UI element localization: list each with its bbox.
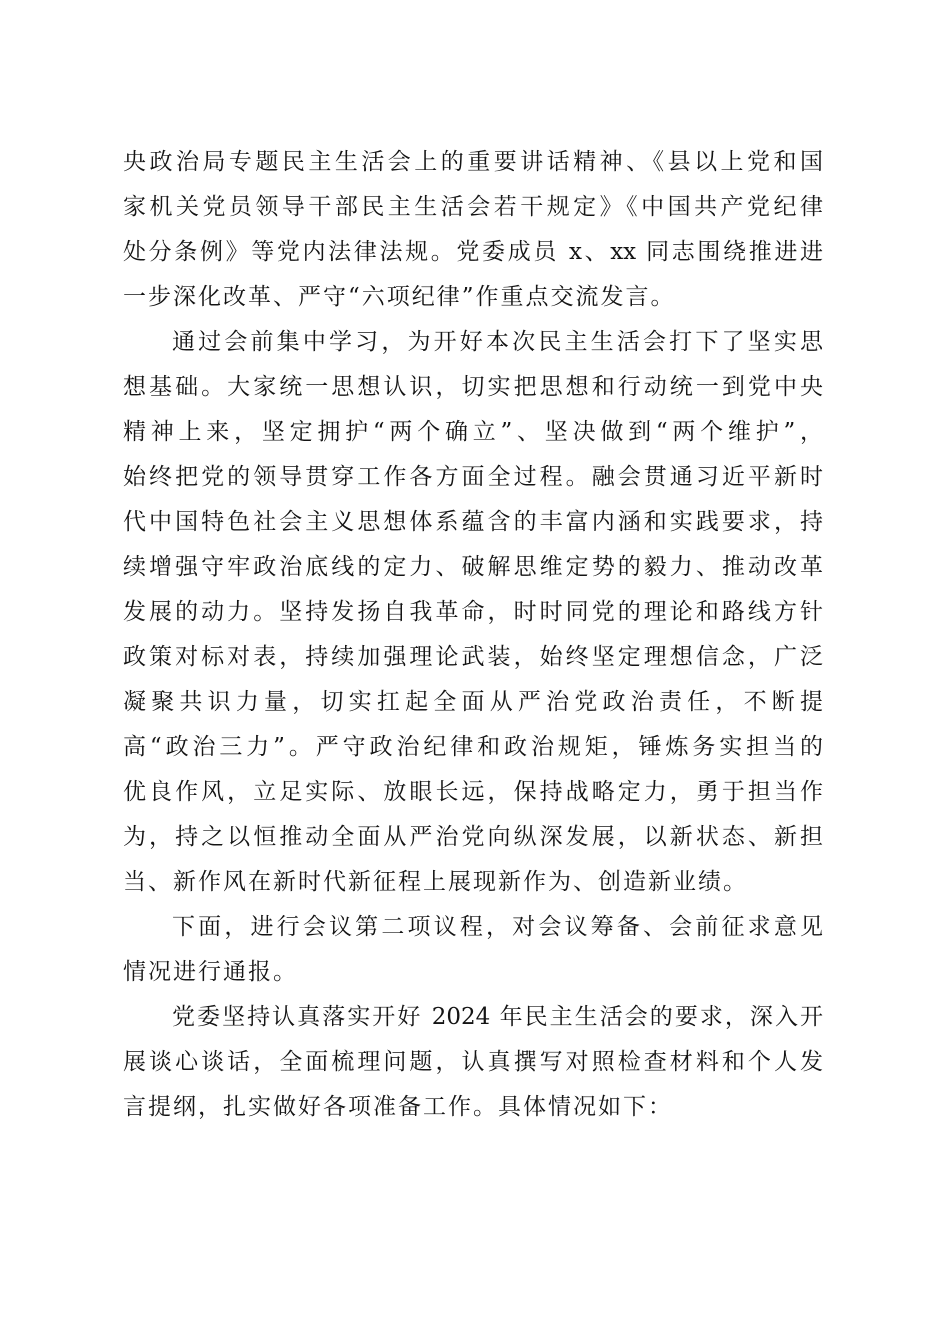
text-line: 续增强守牢政治底线的定力、破解思维定势的毅力、推动改革: [123, 554, 823, 580]
text-line: 言提纲，扎实做好各项准备工作。具体情况如下：: [123, 1094, 673, 1120]
text-line: 发展的动力。坚持发扬自我革命，时时同党的理论和路线方针: [123, 599, 823, 625]
text-line: 党委坚持认真落实开好 2024 年民主生活会的要求，深入开: [172, 1004, 823, 1030]
document-body: [123, 140, 823, 1130]
text-line: 通过会前集中学习，为开好本次民主生活会打下了坚实思: [172, 329, 823, 355]
paragraph-3: [123, 905, 823, 995]
text-line: 当、新作风在新时代新征程上展现新作为、创造新业绩。: [123, 869, 748, 895]
text-line: 高“政治三力”。严守政治纪律和政治规矩，锤炼务实担当的: [123, 734, 823, 760]
text-line: 精神上来，坚定拥护“两个确立”、坚决做到“两个维护”，: [123, 419, 823, 445]
paragraph-1: [123, 140, 823, 320]
text-line: 优良作风，立足实际、放眼长远，保持战略定力，勇于担当作: [123, 779, 823, 805]
text-line: 政策对标对表，持续加强理论武装，始终坚定理想信念，广泛: [123, 644, 823, 670]
paragraph-2: [123, 320, 823, 905]
text-line: 代中国特色社会主义思想体系蕴含的丰富内涵和实践要求，持: [123, 509, 823, 535]
text-line: 家机关党员领导干部民主生活会若干规定》《中国共产党纪律: [123, 194, 823, 220]
text-line: 央政治局专题民主生活会上的重要讲话精神、《县以上党和国: [123, 149, 823, 175]
text-line: 想基础。大家统一思想认识，切实把思想和行动统一到党中央: [123, 374, 823, 400]
text-line: 始终把党的领导贯穿工作各方面全过程。融会贯通习近平新时: [123, 464, 823, 490]
text-line: 展谈心谈话，全面梳理问题，认真撰写对照检查材料和个人发: [123, 1049, 823, 1075]
text-line: 下面，进行会议第二项议程，对会议筹备、会前征求意见: [172, 914, 823, 940]
text-line: 情况进行通报。: [123, 959, 298, 985]
text-line: 处分条例》等党内法律法规。党委成员 x、xx 同志围绕推进进: [123, 239, 823, 265]
text-line: 凝聚共识力量，切实扛起全面从严治党政治责任，不断提: [123, 689, 823, 715]
text-line: 一步深化改革、严守“六项纪律”作重点交流发言。: [123, 284, 676, 310]
text-line: 为，持之以恒推动全面从严治党向纵深发展，以新状态、新担: [123, 824, 823, 850]
paragraph-4: [123, 995, 823, 1130]
